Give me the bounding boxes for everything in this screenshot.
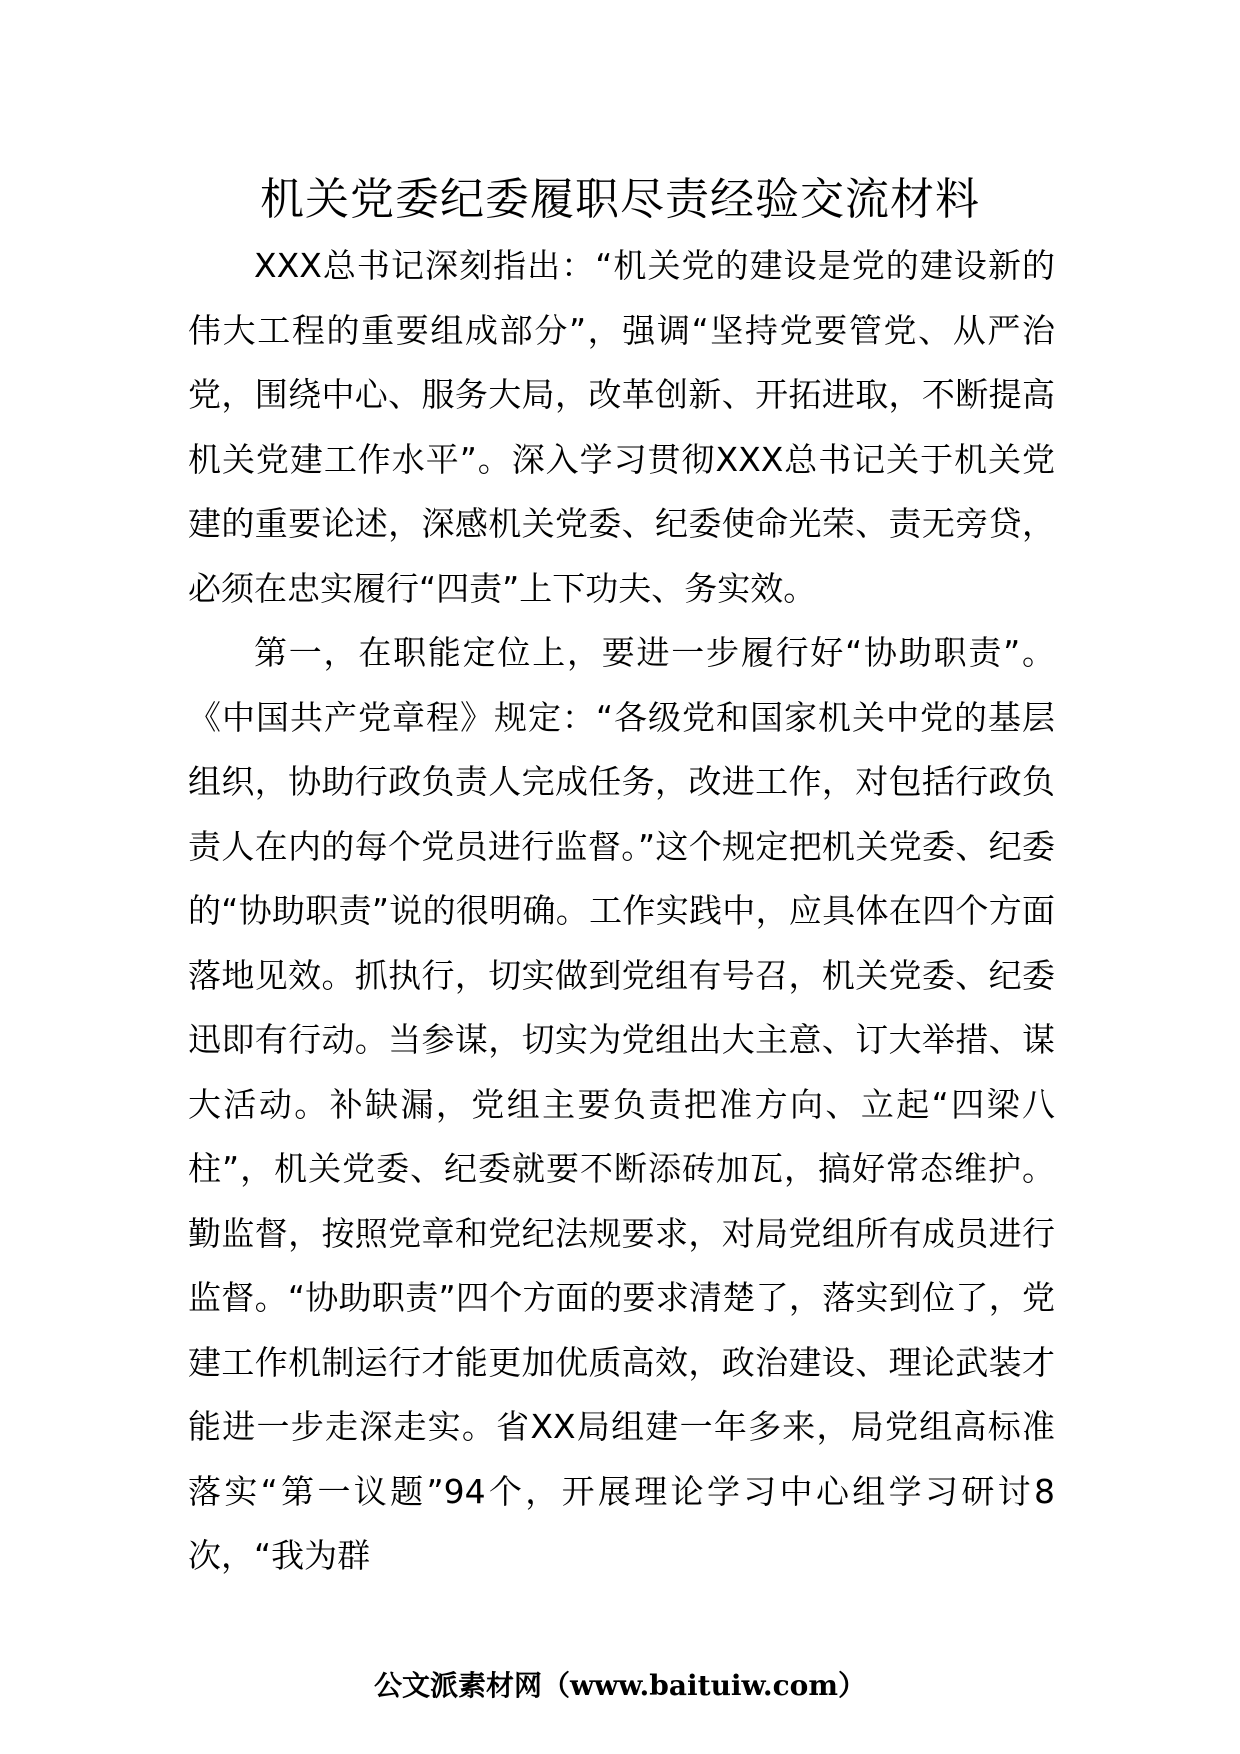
- paragraph-first-point: 第一，在职能定位上，要进一步履行好“协助职责”。《中国共产党章程》规定：“各级党和国家机关中党的基层组织，协助行政负责人完成任务，改进工作，对包括行政负责人在内的每个党员进行监督。”这个规定把机关党委、纪委的“协助职责”说的很明确。工作实践中，应具体在四个方面落地见效。抓执行，切实做到党组有号召，机关党委、纪委迅即有行动。当参谋，切实为党组出大主意、订大举措、谋大活动。补缺漏，党组主要负责把准方向、立起“四梁八柱”，机关党委、纪委就要不断添砖加瓦，搞好常态维护。勤监督，按照党章和党纪法规要求，对局党组所有成员进行监督。“协助职责”四个方面的要求清楚了，落实到位了，党建工作机制运行才能更加优质高效，政治建设、理论武装才能进一步走深走实。省XX局组建一年多来，局党组高标准落实“第一议题”94个，开展理论学习中心组学习研讨8次，“我为群: [188, 633, 1055, 1575]
- footer-watermark: 公文派素材网（www.baituiw.com）: [374, 1669, 866, 1702]
- document-title: 机关党委纪委履职尽责经验交流材料: [260, 174, 980, 225]
- paragraph-intro: XXX总书记深刻指出：“机关党的建设是党的建设新的伟大工程的重要组成部分”，强调“坚持党要管党、从严治党，围绕中心、服务大局，改革创新、开拓进取，不断提高机关党建工作水平”。深入学习贯彻XXX总书记关于机关党建的重要论述，深感机关党委、纪委使命光荣、责无旁贷，必须在忠实履行“四责”上下功夫、务实效。: [188, 246, 1055, 608]
